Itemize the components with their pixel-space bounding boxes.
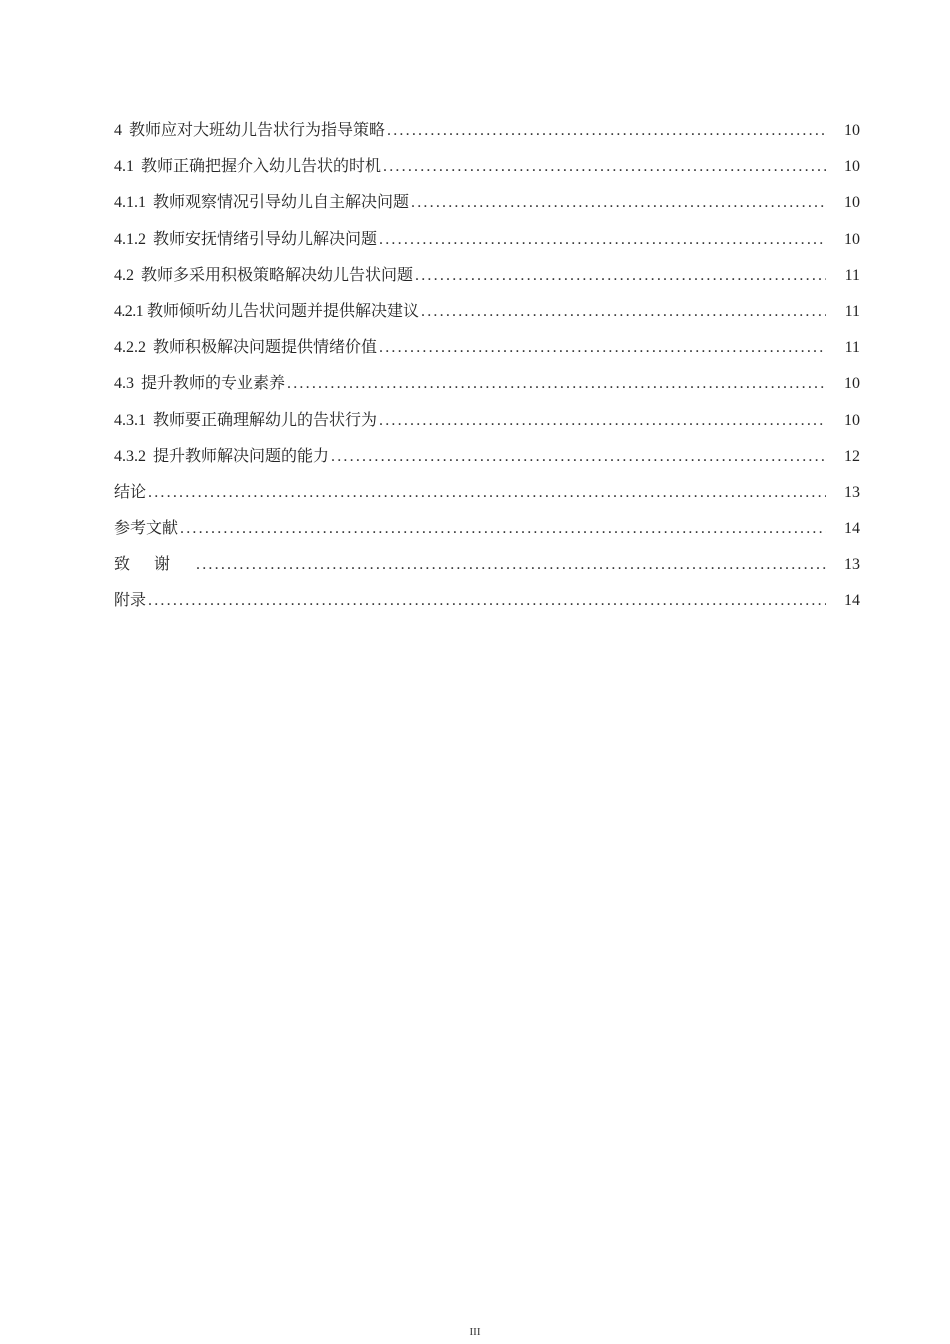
toc-entry[interactable] [114, 184, 860, 220]
toc-entry-title: 教师正确把握介入幼儿告状的时机 [141, 156, 382, 176]
toc-dot-leader [387, 113, 826, 149]
toc-dot-leader [421, 294, 826, 330]
toc-dot-leader [411, 185, 826, 221]
toc-entry[interactable] [114, 148, 860, 184]
toc-entry-title: 教师倾听幼儿告状问题并提供解决建议 [147, 300, 420, 320]
toc-entry-title: 教师积极解决问题提供情绪价值 [153, 337, 378, 357]
toc-entry-page: 10 [844, 158, 860, 176]
toc-entry[interactable] [114, 221, 860, 257]
toc-entry-number: 4.3.1 [114, 411, 146, 429]
toc-entry-page: 13 [844, 556, 860, 574]
toc-entry-page: 12 [844, 447, 860, 465]
toc-entry[interactable] [114, 293, 860, 329]
toc-entry-page: 10 [844, 230, 860, 248]
toc-entry-page: 10 [844, 411, 860, 429]
toc-entry[interactable] [114, 257, 860, 293]
toc-entry-number: 4.2.1 [114, 302, 144, 320]
toc-dot-leader [148, 583, 826, 619]
toc-entry-number: 4.1 [114, 158, 134, 176]
table-of-contents [114, 112, 860, 621]
toc-entry-number: 4.2 [114, 266, 134, 284]
toc-dot-leader [379, 330, 826, 366]
toc-entry-title: 提升教师解决问题的能力 [153, 445, 330, 465]
toc-entry-number: 4.3.2 [114, 447, 146, 465]
toc-entry-acknowledgements[interactable] [114, 546, 860, 582]
toc-dot-leader [383, 149, 826, 185]
toc-entry-number: 4 [114, 122, 122, 139]
toc-dot-leader [379, 222, 826, 258]
toc-entry-conclusion[interactable] [114, 474, 860, 510]
toc-dot-leader [379, 403, 826, 439]
toc-entry[interactable] [114, 365, 860, 401]
toc-entry-title: 教师多采用积极策略解决幼儿告状问题 [141, 264, 414, 284]
toc-dot-leader [287, 366, 826, 402]
toc-entry-title: 参考文献 [114, 518, 179, 538]
toc-dot-leader [180, 511, 826, 547]
toc-entry-page: 10 [844, 194, 860, 212]
toc-entry-title: 结论 [114, 481, 147, 501]
toc-entry-title: 教师观察情况引导幼儿自主解决问题 [153, 192, 410, 212]
toc-dot-leader [331, 439, 826, 475]
toc-entry[interactable] [114, 438, 860, 474]
toc-entry-title: 教师要正确理解幼儿的告状行为 [153, 409, 378, 429]
toc-entry-number: 4.1.2 [114, 230, 146, 248]
toc-entry-page: 11 [844, 266, 860, 284]
toc-entry-page: 14 [844, 520, 860, 538]
toc-dot-leader [415, 258, 826, 294]
toc-entry-title: 教师安抚情绪引导幼儿解决问题 [153, 228, 378, 248]
toc-entry-references[interactable] [114, 510, 860, 546]
toc-entry[interactable] [114, 402, 860, 438]
toc-dot-leader [148, 475, 826, 511]
toc-entry-number: 4.2.2 [114, 339, 146, 357]
toc-entry-title: 提升教师的专业素养 [141, 373, 286, 393]
toc-entry-title: 教师应对大班幼儿告状行为指导策略 [129, 120, 386, 139]
toc-entry-appendix[interactable] [114, 582, 860, 621]
toc-dot-leader [196, 547, 826, 583]
toc-entry-number: 4.3 [114, 375, 134, 393]
toc-entry-page: 11 [844, 302, 860, 320]
toc-entry[interactable] [114, 112, 860, 148]
toc-entry-number: 4.1.1 [114, 194, 146, 212]
toc-entry-page: 10 [844, 122, 860, 139]
page-number: III [469, 1326, 481, 1338]
toc-entry-page: 13 [844, 483, 860, 501]
toc-entry-page: 10 [844, 375, 860, 393]
toc-entry-page: 11 [844, 339, 860, 357]
toc-entry-page: 14 [844, 592, 860, 610]
toc-entry-title: 附录 [114, 590, 147, 610]
toc-entry[interactable] [114, 329, 860, 365]
toc-entry-title: 致谢 [114, 554, 195, 574]
